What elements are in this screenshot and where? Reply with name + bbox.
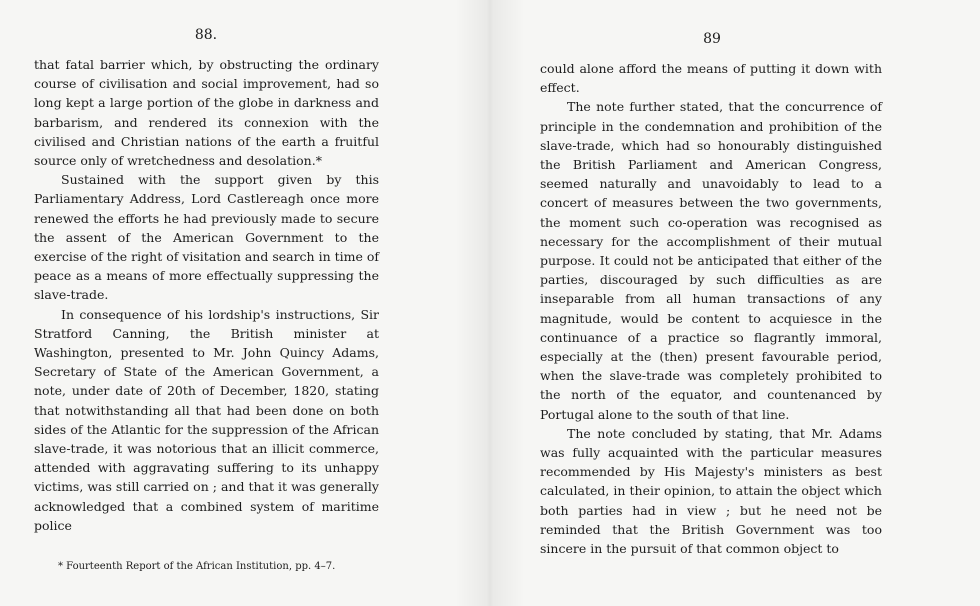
paragraph: could alone afford the means of putting it down with effect. [540, 61, 882, 96]
right-page [500, 0, 980, 606]
left-page-text [34, 55, 379, 535]
page-number-left: 88. [194, 27, 218, 43]
paragraph: In consequence of his lordship's instructions, Sir Stratford Canning, the British minister at Washington, presented to Mr. John Quincy Adams, Secretary of State of the American Government, a note, under date of 20th of December, 1820, stating that notwithstanding all that had been done on both sides of the Atlantic for the suppression of the African slave-trade, it was notorious that an illicit commerce, attended with aggravating suffering to its unhappy victims, was still carried on ; and that it was generally acknowledged that a combined system of maritime police [34, 306, 379, 533]
paragraph: The note concluded by stating, that Mr. Adams was fully acquainted with the particular measures recommended by His Majesty's ministers as best calculated, in their opinion, to attain the object which both parties had in view ; but he need not be reminded that the British Government was too sincere in the pursuit of that common object to [540, 425, 882, 557]
right-page-text [540, 59, 882, 558]
left-page [0, 0, 470, 606]
paragraph: that fatal barrier which, by obstructing the ordinary course of civilisation and social improvement, had so long kept a large portion of the globe in darkness and barbarism, and rendered its connexion with the civilised and Christian nations of the earth a fruitful source only of wretchedness and desolation.* [34, 57, 379, 169]
paragraph: The note further stated, that the concurrence of principle in the condemnation and prohibition of the slave-trade, which had so honourably distinguished the British Parliament and American Congress, seemed naturally and unavoidably to lead to a concert of measures between the two governments, the moment such co-operation was recognised as necessary for the accomplishment of their mutual purpose. It could not be anticipated that either of the parties, discouraged by such difficulties as are inseparable from all human transactions of any magnitude, would be content to acquiesce in the continuance of a practice so flagrantly immoral, especially at the (then) present favourable period, when the slave-trade was completely prohibited to the north of the equator, and countenanced by Portugal alone to the south of that line. [540, 99, 882, 422]
footnote: * Fourteenth Report of the African Institution, pp. 4–7. [58, 561, 336, 572]
page-number-right: 89 [703, 31, 721, 47]
paragraph: Sustained with the support given by this Parliamentary Address, Lord Castlereagh once more renewed the efforts he had previously made to secure the assent of the American Government to the exercise of the right of visitation and search in time of peace as a means of more effectually suppressing the slave-trade. [34, 172, 380, 303]
